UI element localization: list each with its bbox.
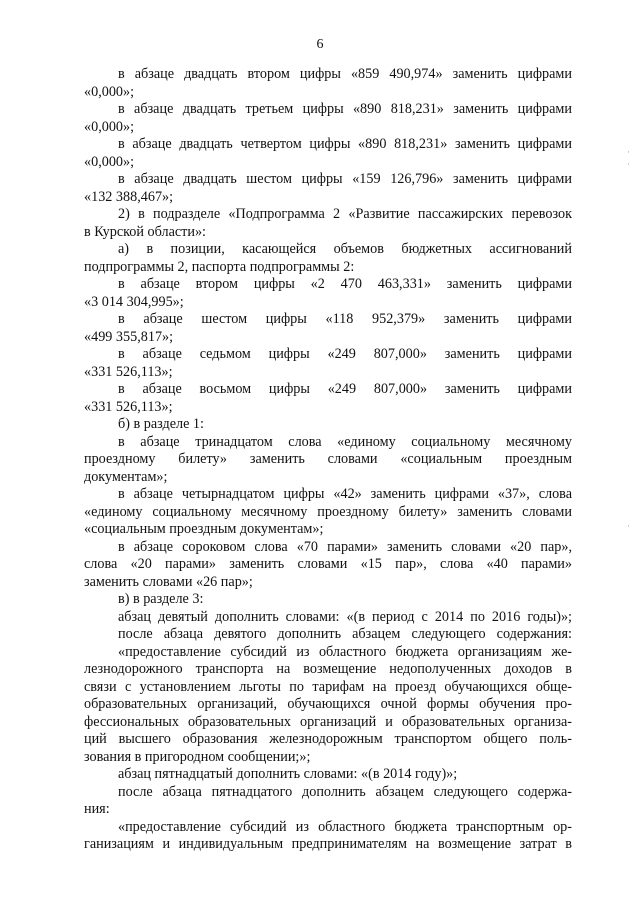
text-line: «3 014 304,995»; xyxy=(84,294,184,310)
text-line: «499 355,817»; xyxy=(84,329,174,345)
margin-scan-mark: · xyxy=(627,521,630,531)
text-line: «132 388,467»; xyxy=(84,189,174,205)
text-line: абзац пятнадцатый дополнить словами: «(в 2014 году)»; xyxy=(118,766,458,782)
text-line: лезнодорожного транспорта на возмещение недополученных доходов в xyxy=(84,661,572,677)
text-line: в абзаце сороковом слова «70 парами» заменить словами «20 пар», xyxy=(118,539,572,555)
page-number: 6 xyxy=(316,37,324,52)
text-line: в абзаце двадцать третьем цифры «890 818,231» заменить цифрами xyxy=(118,101,572,117)
text-line: в абзаце седьмом цифры «249 807,000» заменить цифрами xyxy=(118,346,572,362)
text-line: в) в разделе 3: xyxy=(118,591,204,607)
text-line: абзац девятый дополнить словами: «(в период с 2014 по 2016 годы)»; xyxy=(118,609,572,625)
text-line: «предоставление субсидий из областного бюджета транспортным ор- xyxy=(118,819,572,835)
text-line: в абзаце четырнадцатом цифры «42» заменить цифрами «37», слова xyxy=(118,486,572,502)
text-line: документам»; xyxy=(84,469,168,485)
text-line: 2) в подразделе «Подпрограмма 2 «Развитие пассажирских перевозок xyxy=(118,206,572,222)
text-line: зования в пригородном сообщении;»; xyxy=(84,749,311,765)
margin-scan-mark: · xyxy=(627,147,630,157)
text-line: после абзаца девятого дополнить абзацем следующего содержания: xyxy=(118,626,572,642)
text-line: «социальным проездным документам»; xyxy=(84,521,324,537)
text-line: слова «20 парами» заменить словами «15 пар», слова «40 парами» xyxy=(84,556,572,572)
text-line: «331 526,113»; xyxy=(84,364,173,380)
text-line: а) в позиции, касающейся объемов бюджетных ассигнований xyxy=(118,241,572,257)
text-line: «предоставление субсидий из областного бюджета организациям же- xyxy=(118,644,572,660)
text-line: в абзаце восьмом цифры «249 807,000» заменить цифрами xyxy=(118,381,572,397)
text-line: в абзаце двадцать четвертом цифры «890 818,231» заменить цифрами xyxy=(118,136,572,152)
text-line: «331 526,113»; xyxy=(84,399,173,415)
text-line: «0,000»; xyxy=(84,119,135,135)
text-line: «0,000»; xyxy=(84,84,135,100)
text-line: ганизациям и индивидуальным предпринимателям на возмещение затрат в xyxy=(84,836,572,852)
text-line: подпрограммы 2, паспорта подпрограммы 2: xyxy=(84,259,355,275)
text-line: в абзаце двадцать втором цифры «859 490,974» заменить цифрами xyxy=(118,66,572,82)
text-line: фессиональных образовательных организаций и образовательных организа- xyxy=(84,714,572,730)
text-line: «единому социальному месячному проездному билету» заменить словами xyxy=(84,504,572,520)
text-line: после абзаца пятнадцатого дополнить абзацем следующего содержа- xyxy=(118,784,572,800)
text-line: б) в разделе 1: xyxy=(118,416,204,432)
margin-scan-mark: · xyxy=(627,159,630,169)
text-line: в абзаце тринадцатом слова «единому социальному месячному xyxy=(118,434,572,450)
text-line: в Курской области»: xyxy=(84,224,206,240)
text-line: в абзаце втором цифры «2 470 463,331» заменить цифрами xyxy=(118,276,572,292)
text-line: в абзаце двадцать шестом цифры «159 126,796» заменить цифрами xyxy=(118,171,572,187)
text-line: заменить словами «26 пар»; xyxy=(84,574,253,590)
text-line: проездному билету» заменить словами «социальным проездным xyxy=(84,451,572,467)
text-line: ций высшего образования железнодорожным транспортом общего поль- xyxy=(84,731,572,747)
text-line: ния: xyxy=(84,801,110,817)
text-line: образовательных организаций, обучающихся очной формы обучения про- xyxy=(84,696,572,712)
text-line: «0,000»; xyxy=(84,154,135,170)
text-line: в абзаце шестом цифры «118 952,379» заменить цифрами xyxy=(118,311,572,327)
text-line: связи с установлением льготы по тарифам на проезд обучающихся обще- xyxy=(84,679,572,695)
